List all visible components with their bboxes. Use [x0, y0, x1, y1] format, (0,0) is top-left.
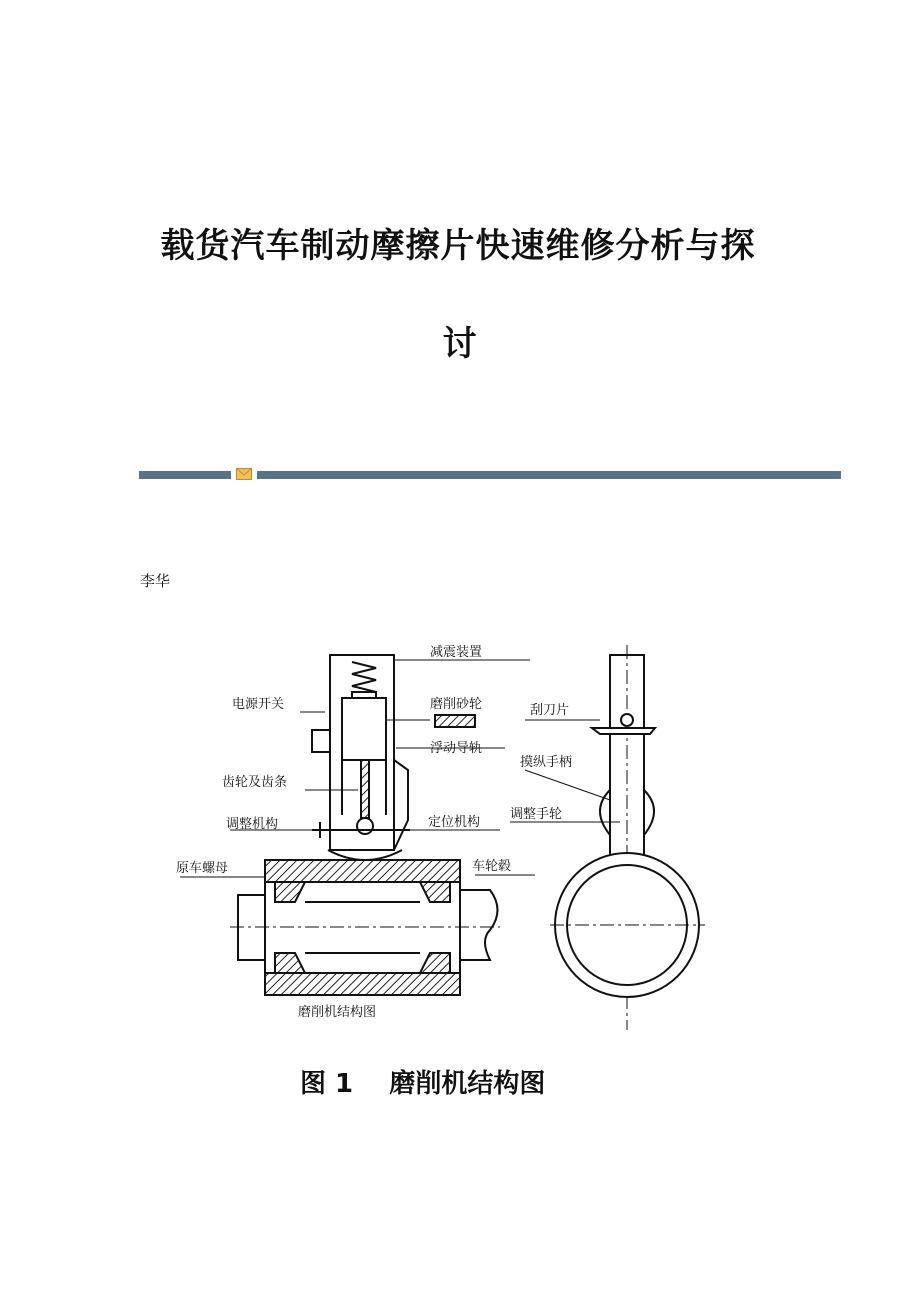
label-sub-caption: 磨削机结构图	[298, 1005, 377, 1020]
author-name: 李华	[140, 572, 171, 590]
caption-text: 磨削机结构图	[389, 1069, 546, 1099]
label-wheel-hub: 车轮毂	[472, 859, 512, 874]
caption-number: 图 1	[300, 1069, 354, 1099]
figure-caption	[300, 1063, 545, 1100]
label-adjust-mechanism: 调整机构	[226, 817, 279, 832]
label-original-nut: 原车螺母	[176, 861, 229, 876]
label-shock-absorber: 减震装置	[430, 645, 483, 660]
label-adjust-handwheel: 调整手轮	[510, 807, 563, 822]
label-gear-rack: 齿轮及齿条	[222, 775, 288, 790]
grinder-structure-diagram	[160, 640, 720, 1040]
label-cutting-blade: 刮刀片	[530, 703, 570, 718]
label-floating-slide: 浮动导轨	[430, 741, 483, 756]
envelope-icon	[236, 468, 252, 480]
divider-left	[139, 471, 231, 479]
document-title-line-2: 讨	[442, 324, 478, 364]
label-grinding-wheel: 磨削砂轮	[430, 697, 483, 712]
label-handle: 摸纵手柄	[520, 755, 573, 770]
label-positioning-mechanism: 定位机构	[428, 815, 481, 830]
document-title-line-1: 载货汽车制动摩擦片快速维修分析与探	[160, 226, 756, 266]
label-power-switch: 电源开关	[232, 697, 285, 712]
divider-right	[257, 471, 841, 479]
